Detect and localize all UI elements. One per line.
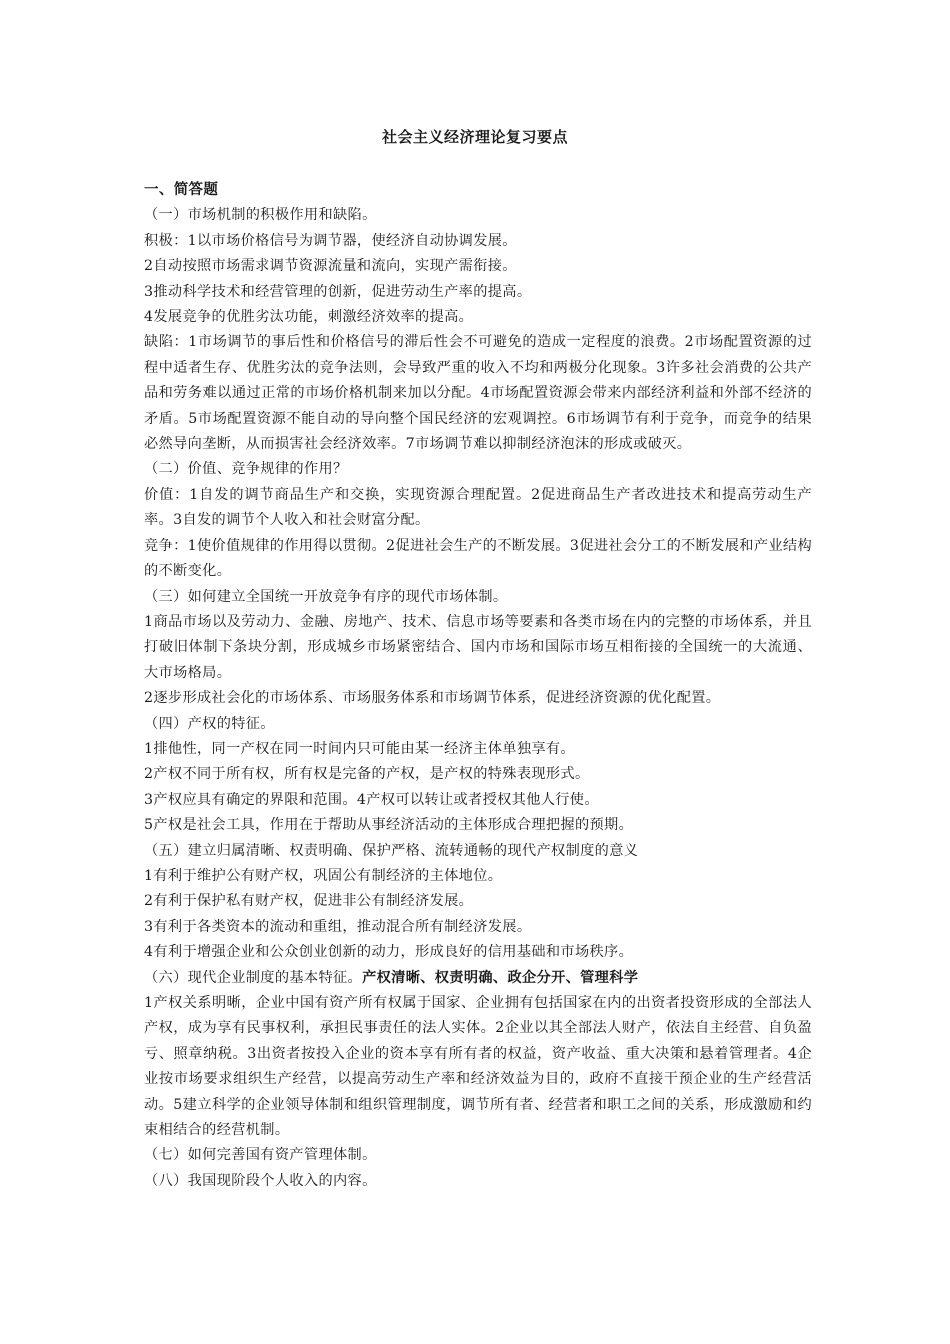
question-heading: （二）价值、竞争规律的作用？ [144, 461, 348, 478]
paragraph: 3有利于各类资本的流动和重组，推动混合所有制经济发展。 [144, 918, 532, 935]
question-heading [144, 966, 812, 991]
paragraph: 1有利于维护公有财产权，巩固公有制经济的主体地位。 [144, 867, 503, 884]
question-heading: （八）我国现阶段个人收入的内容。 [144, 1172, 377, 1189]
paragraph: 2产权不同于所有权，所有权是完备的产权，是产权的特殊表现形式。 [144, 766, 590, 783]
paragraph: 3推动科学技术和经营管理的创新，促进劳动生产率的提高。 [144, 283, 532, 300]
paragraph: 2自动按照市场需求调节资源流量和流向，实现产需衔接。 [144, 258, 517, 275]
section-heading: 一、简答题 [144, 182, 219, 198]
document-body [144, 178, 812, 1194]
paragraph: 2逐步形成社会化的市场体系、市场服务体系和市场调节体系，促进经济资源的优化配置。 [144, 690, 721, 707]
paragraph: 积极：1以市场价格信号为调节器，使经济自动协调发展。 [144, 232, 517, 249]
paragraph: 4有利于增强企业和公众创业创新的动力，形成良好的信用基础和市场秩序。 [144, 944, 634, 961]
question-heading: （七）如何完善国有资产管理体制。 [144, 1147, 377, 1164]
paragraph: 1排他性，同一产权在同一时间内只可能由某一经济主体单独享有。 [144, 740, 575, 757]
paragraph: 缺陷：1市场调节的事后性和价格信号的滞后性会不可避免的造成一定程度的浪费。2市场配置资源的过程中适者生存、优胜劣汰的竞争法则，会导致严重的收入不均和两极分化现象。3许多社会消费的公共产品和劳务难以通过正常的市场价格机制来加以分配。4市场配置资源会带来内部经济利益和外部不经济的矛盾。5市场配置资源不能自动的导向整个国民经济的宏观调控。6市场调节有利于竞争，而竞争的结果必然导向垄断，从而损害社会经济效率。7市场调节难以抑制经济泡沫的形成或破灭。 [144, 334, 812, 453]
paragraph: 2有利于保护私有财产权，促进非公有制经济发展。 [144, 893, 474, 910]
paragraph: 3产权应具有确定的界限和范围。4产权可以转让或者授权其他人行使。 [144, 791, 599, 808]
question-heading: （四）产权的特征。 [144, 715, 275, 732]
document-title: 社会主义经济理论复习要点 [381, 128, 568, 146]
paragraph: 1产权关系明晰，企业中国有资产所有权属于国家、企业拥有包括国家在内的出资者投资形成的全部法人产权，成为享有民事权利，承担民事责任的法人实体。2企业以其全部法人财产，依法自主经营、自负盈亏、照章纳税。3出资者按投入企业的资本享有所有者的权益，资产收益、重大决策和悬着管理者。4企业按市场要求组织生产经营，以提高劳动生产率和经济效益为目的，政府不直接干预企业的生产经营活动。5建立科学的企业领导体制和组织管理制度，调节所有者、经营者和职工之间的关系，形成激励和约束相结合的经营机制。 [144, 995, 812, 1139]
paragraph: 竞争：1使价值规律的作用得以贯彻。2促进社会生产的不断发展。3促进社会分工的不断发展和产业结构的不断变化。 [144, 537, 812, 580]
question-heading: （一）市场机制的积极作用和缺陷。 [144, 207, 377, 224]
paragraph: 价值：1自发的调节商品生产和交换，实现资源合理配置。2促进商品生产者改进技术和提高劳动生产率。3自发的调节个人收入和社会财富分配。 [144, 486, 812, 529]
paragraph: 4发展竞争的优胜劣汰功能，刺激经济效率的提高。 [144, 309, 474, 326]
question-heading: （五）建立归属清晰、权责明确、保护严格、流转通畅的现代产权制度的意义 [144, 842, 639, 859]
bold-answer: 产权清晰、权责明确、政企分开、管理科学 [362, 969, 639, 986]
question-text: （六）现代企业制度的基本特征。 [144, 969, 363, 986]
question-heading: （三）如何建立全国统一开放竞争有序的现代市场体制。 [144, 588, 508, 605]
paragraph: 1商品市场以及劳动力、金融、房地产、技术、信息市场等要素和各类市场在内的完整的市场体系，并且打破旧体制下条块分割，形成城乡市场紧密结合、国内市场和国际市场互相衔接的全国统一的大流通、大市场格局。 [144, 613, 812, 681]
paragraph: 5产权是社会工具，作用在于帮助从事经济活动的主体形成合理把握的预期。 [144, 817, 634, 834]
